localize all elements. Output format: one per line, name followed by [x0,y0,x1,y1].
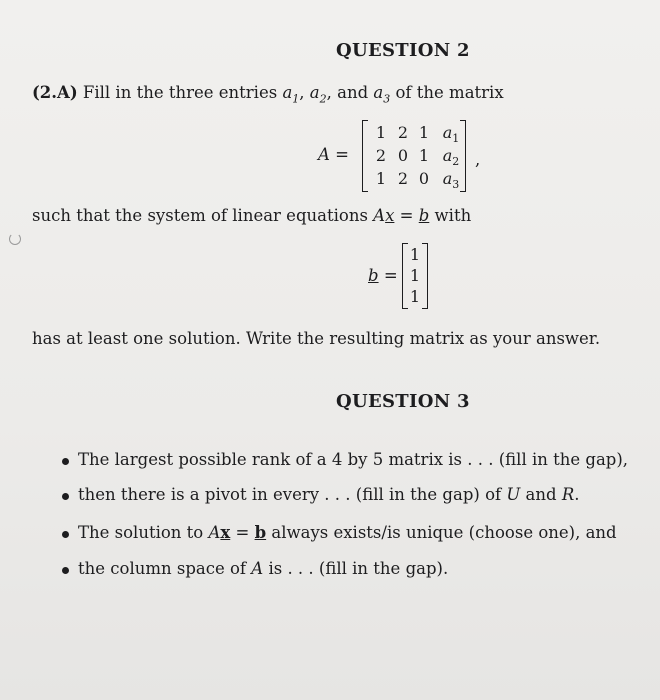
matrix-a-cell: $a_1$ [442,123,460,146]
matrix-a-cell: 2 [397,169,409,188]
pen-scribble-icon [9,233,21,245]
bullet-dot-icon [62,531,69,538]
system-text-after: with [434,206,472,225]
intro-text-after: of the matrix [395,83,504,102]
question-2-intro [32,83,504,105]
question-3-heading: QUESTION 3 [336,391,470,412]
matrix-a-cell: 0 [397,146,409,165]
q3-bullet-1: The largest possible rank of a 4 by 5 matrix is . . . (fill in the gap), [78,450,629,469]
intro-text-before: Fill in the three entries [82,83,278,102]
matrix-trailing-comma: , [475,150,481,169]
matrix-a-label: A = [318,145,349,164]
question-2-conclusion: has at least one solution. Write the resulting matrix as your answer. [32,329,601,348]
system-var-b: b [418,206,430,225]
vector-b-cell: 1 [409,266,421,285]
vector-b-cell: 1 [409,287,421,306]
vector-left-bracket [402,243,408,309]
var-a2: $a_2$ [309,83,327,106]
bullet-dot-icon [62,567,69,574]
matrix-a-cell: 1 [375,123,387,142]
matrix-a-cell: 0 [418,169,430,188]
q3-bullet-4: the column space of A is . . . (fill in the gap). [78,559,449,578]
system-equals: = [399,206,414,225]
matrix-a-cell: $a_3$ [442,169,460,192]
vector-b-cell: 1 [409,245,421,264]
question-2-heading: QUESTION 2 [336,40,470,61]
matrix-left-bracket [362,120,368,192]
comma-2: , [326,83,332,102]
system-var-A: A [373,206,386,225]
matrix-a [362,120,466,192]
system-text-before: such that the system of linear equations [32,206,368,225]
vector-b-label: b = [368,266,398,285]
matrix-a-cell: 2 [397,123,409,142]
matrix-a-cell: $a_2$ [442,146,460,169]
matrix-a-cell: 2 [375,146,387,165]
q3-bullet-2: then there is a pivot in every . . . (fill in the gap) of U and R. [78,485,580,504]
var-a1: $a_1$ [282,83,300,106]
matrix-a-cell: 1 [418,123,430,142]
system-var-x: x [385,206,395,225]
q3-bullet-3: The solution to Ax = b always exists/is unique (choose one), and [78,523,617,542]
and-word: and [337,83,369,102]
matrix-a-cell: 1 [375,169,387,188]
comma-1: , [299,83,305,102]
matrix-a-cell: 1 [418,146,430,165]
var-a3: $a_3$ [373,83,391,106]
bullet-dot-icon [62,493,69,500]
bullet-dot-icon [62,458,69,465]
vector-b [402,243,428,309]
system-sentence [32,206,471,225]
vector-right-bracket [422,243,428,309]
question-2-part-label: (2.A) [32,83,78,102]
